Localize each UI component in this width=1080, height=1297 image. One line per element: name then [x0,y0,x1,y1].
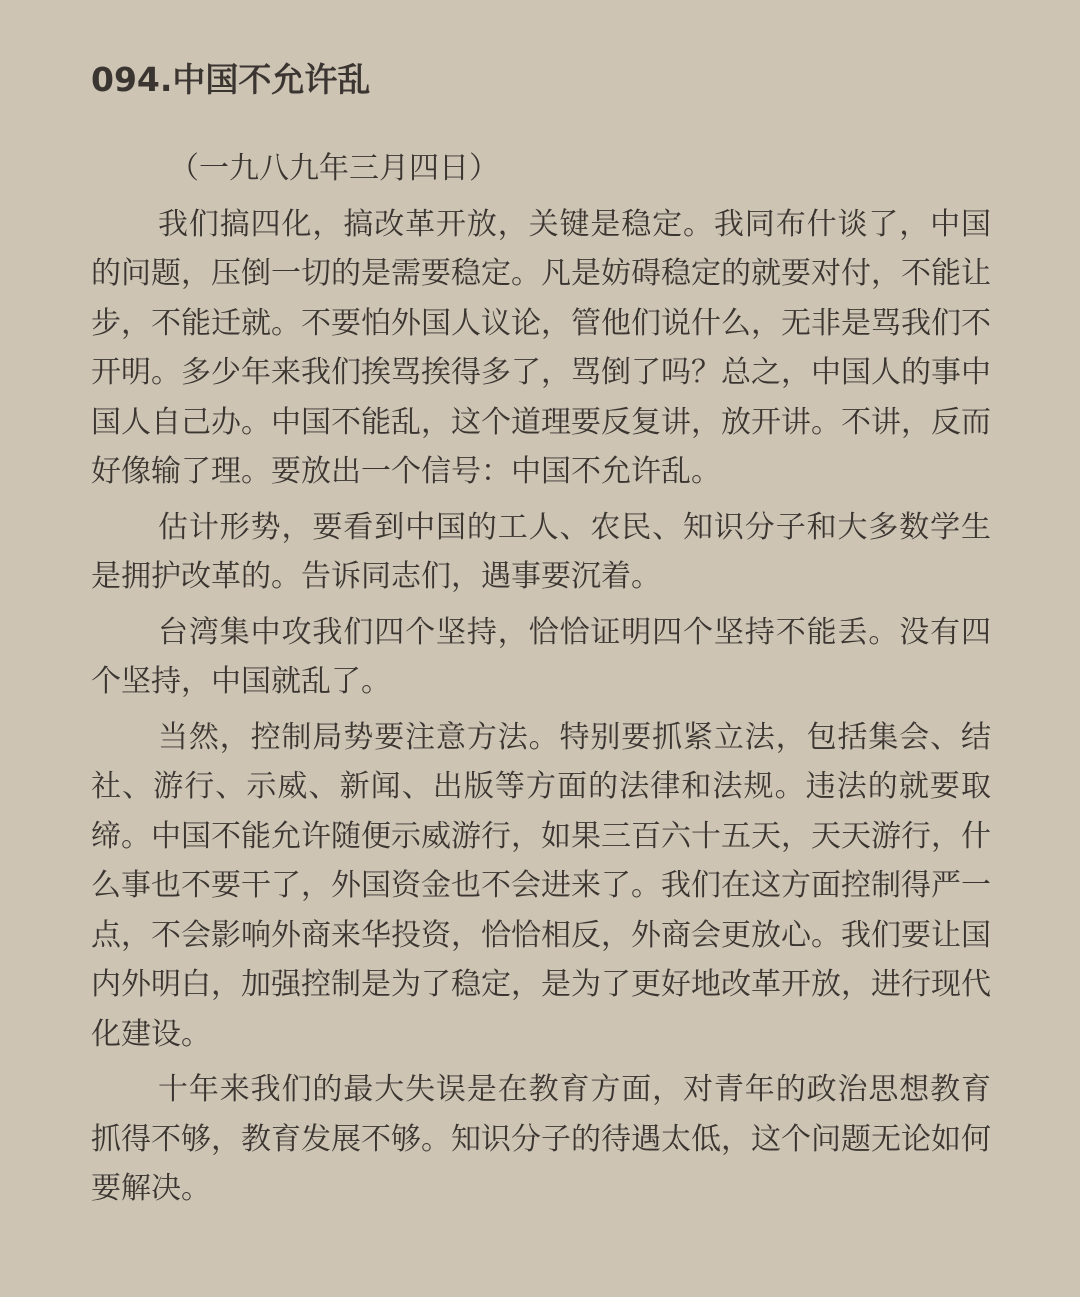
document-date: （一九八九年三月四日） [169,151,499,186]
paragraph-1: 我们搞四化，搞改革开放，关键是稳定。我同布什谈了，中国的问题，压倒一切的是需要稳定。凡是妨碍稳定的就要对付，不能让步，不能迁就。不要怕外国人议论，管他们说什么，无非是骂我们不开明。多少年来我们挨骂挨得多了，骂倒了吗？总之，中国人的事中国人自己办。中国不能乱，这个道理要反复讲，放开讲。不讲，反而好像输了理。要放出一个信号：中国不允许乱。 [91,206,991,489]
document-title: 094.中国不允许乱 [91,60,371,99]
paragraph-4: 当然，控制局势要注意方法。特别要抓紧立法，包括集会、结社、游行、示威、新闻、出版等方面的法律和法规。违法的就要取缔。中国不能允许随便示威游行，如果三百六十五天，天天游行，什么事也不要干了，外国资金也不会进来了。我们在这方面控制得严一点，不会影响外商来华投资，恰恰相反，外商会更放心。我们要让国内外明白，加强控制是为了稳定，是为了更好地改革开放，进行现代化建设。 [91,719,991,1052]
document-body [91,144,991,1220]
paragraph-5: 十年来我们的最大失误是在教育方面，对青年的政治思想教育抓得不够，教育发展不够。知识分子的待遇太低，这个问题无论如何要解决。 [91,1072,991,1206]
paragraph-3: 台湾集中攻我们四个坚持，恰恰证明四个坚持不能丢。没有四个坚持，中国就乱了。 [91,614,991,699]
paragraph-2: 估计形势，要看到中国的工人、农民、知识分子和大多数学生是拥护改革的。告诉同志们，遇事要沉着。 [91,509,991,594]
